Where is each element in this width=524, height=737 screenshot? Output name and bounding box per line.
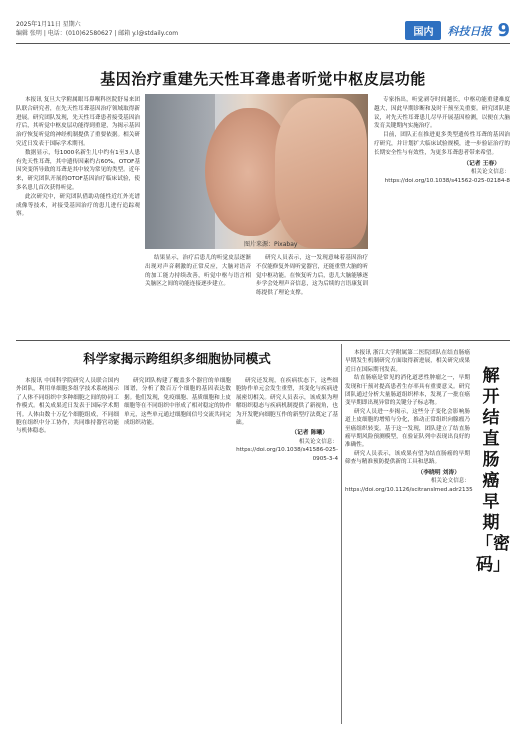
article3-byline: （李晓明 刘涛）	[417, 469, 460, 476]
page-header-meta	[16, 20, 178, 38]
article1-headline: 基因治疗重建先天性耳聋患者听觉中枢皮层功能	[100, 70, 426, 88]
contact-line: 编辑 张明 | 电话：(010)62580627 | 邮箱 y.l@stdaily.com	[16, 30, 179, 37]
article2-byline: （记者 陈曦）	[291, 430, 328, 437]
section-tag: 国内	[405, 21, 441, 40]
article3-paragraph: 研究人员进一步揭示，这些分子变化会影响肠道上皮细胞的增殖与分化，推动正常组织向腺瘤乃至癌组织转变。基于这一发现，团队建立了结直肠癌早期风险预测模型，在验证队列中表现出良好的准确性。	[345, 408, 470, 449]
article1-paragraph: 目前，团队正在推进更多类型遗传性耳聋的基因治疗研究，并计划扩大临床试验规模，进一步验证治疗的长期安全性与有效性，为更多耳聋患者带来希望。	[374, 132, 510, 156]
article1-ref-label: 相关论文信息：	[470, 169, 510, 176]
photo-credit: 图片来源：Pixabay	[244, 241, 298, 248]
article2-ref-link[interactable]: https://doi.org/10.1038/s41586-025-0905-3-4	[236, 447, 338, 462]
paper-name: 科技日报	[447, 24, 492, 38]
article3-paragraph: 本报讯 浙江大学附属第二医院团队在结直肠癌早期发生机制研究方面取得新进展，相关研究成果近日在国际期刊发表。	[345, 350, 470, 373]
page-number: 9	[497, 19, 510, 41]
article3-paragraph: 结直肠癌是常见的消化道恶性肿瘤之一，早期发现和干预对提高患者生存率具有重要意义。研究团队通过分析大量肠道组织样本，发现了一批在癌变早期即出现异常的关键分子标志物。	[345, 375, 470, 407]
article1-paragraph: 专家指出，听觉剥夺时间越长，中枢功能重建难度越大，因此早期诊断和及时干预至关重要。研究团队建议，对先天性耳聋患儿尽早开展基因检测，以便在大脑发育关键期内实施治疗。	[374, 97, 510, 130]
article1-under-photo-right	[256, 254, 368, 298]
article2-paragraph: 本报讯 中国科学院研究人员联合国内外团队，利用单细胞多组学技术系统揭示了人体不同组织中多种细胞之间的协同工作模式。相关成果近日发表于国际学术期刊。人体由数十万亿个细胞组成，不同细胞在组织中分工协作，共同维持器官功能与机体稳态。	[16, 378, 119, 435]
article2-ref-label: 相关论文信息：	[298, 438, 338, 445]
article1-paragraph: 此次研究中，研究团队借助功能性近红外光谱成像等技术，对接受基因治疗的患儿进行追踪观察。	[16, 193, 140, 218]
masthead	[405, 21, 510, 40]
ear-photo	[145, 94, 368, 249]
article2-column-2	[124, 377, 231, 427]
article1-paragraph: 研究人员表示，这一发现意味着基因治疗不仅能修复外周听觉器官，还能重塑大脑的听觉中枢功能。在恢复听力后，患儿大脑能够逐步学会处理声音信息，这为后续的言语康复训练提供了理论支撑。	[256, 255, 368, 297]
article1-paragraph: 数据显示，每1000名新生儿中约有1至3人患有先天性耳聋，其中遗传因素约占60%。OTOF基因突变所导致的耳聋是其中较为常见的类型。近年来，研究团队开展的OTOF基因治疗临床试验，使多名患儿首次获得听觉。	[16, 149, 140, 191]
section-rule	[16, 340, 510, 341]
article3-ref-link[interactable]: https://doi.org/10.1126/scitranslmed.adr2135	[345, 486, 473, 493]
article3-paragraph: 研究人员表示，该成果有望为结直肠癌的早期筛查与精准预防提供新的工具和思路。	[345, 450, 470, 466]
header-rule	[16, 43, 510, 44]
article2-column-1	[16, 377, 119, 436]
article1-right-column	[374, 96, 510, 186]
date-line: 2025年1月11日 星期六	[16, 21, 81, 28]
article1-byline: （记者 王春）	[463, 160, 500, 167]
article1-under-photo-left	[145, 254, 251, 289]
article2-paragraph: 研究团队构建了覆盖多个器官的单细胞图谱，分析了数百万个细胞的基因表达数据。他们发现，免疫细胞、基质细胞和上皮细胞等在不同组织中形成了相对稳定的协作单元，这些单元通过细胞间信号交流共同完成组织功能。	[124, 378, 231, 427]
article1-paragraph: 本报讯 复旦大学附属眼耳鼻喉科医院舒易来团队联合研究者，在先天性耳聋基因治疗领域取得新进展。研究团队发现，先天性耳聋患者接受基因治疗后，其听觉中枢皮层功能得到重建，为揭示基因治疗恢复听觉的神经机制提供了重要依据。相关研究近日发表于国际学术期刊。	[16, 97, 140, 147]
article3-body	[345, 349, 473, 494]
article1-paragraph: 结果显示，治疗后患儿的听觉皮层逐渐出现对声音刺激的正常反应，大脑对语音的加工能力持续改善，听觉中枢与语言相关脑区之间的功能连接逐步建立。	[145, 255, 251, 288]
photo-hand	[275, 98, 367, 248]
article3-headline: 解开结直肠癌早期「密码」	[476, 366, 510, 575]
article1-ref-link[interactable]: https://doi.org/10.1038/s41562-025-02184-8	[384, 178, 510, 185]
article3-ref-label: 相关论文信息：	[430, 478, 470, 485]
article2-headline: 科学家揭示跨组织多细胞协同模式	[83, 351, 271, 366]
article2-column-3	[236, 377, 338, 463]
article1-left-column	[16, 96, 140, 219]
article2-paragraph: 研究还发现，在疾病状态下，这些细胞协作单元会发生重塑，其变化与疾病进展密切相关。研究人员表示，该成果为理解组织稳态与疾病机制提供了新视角，也为开发靶向细胞互作的新型疗法奠定了基础。	[236, 378, 338, 427]
column-divider	[341, 344, 342, 724]
